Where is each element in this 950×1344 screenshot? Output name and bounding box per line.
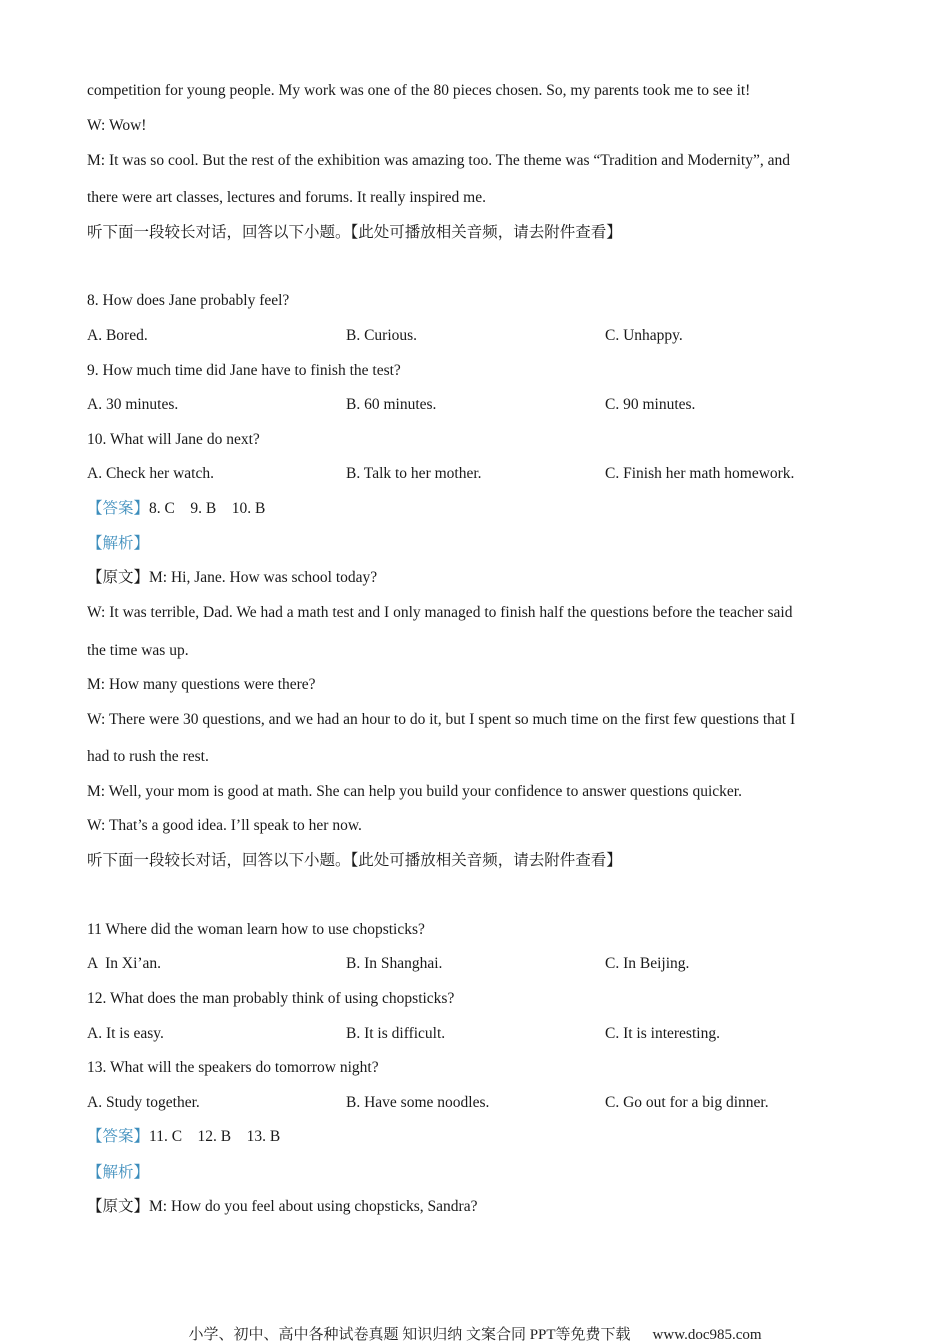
analysis-label: 【解析】 [87,535,150,552]
option-b: B. Curious. [346,327,418,344]
transcript-text: M: Hi, Jane. How was school today? [149,569,378,586]
answer-label: 【答案】 [87,1128,150,1145]
question-13: 13. What will the speakers do tomorrow night? [87,1059,379,1076]
option-b: B. Talk to her mother. [346,465,482,482]
option-c: C. Unhappy. [605,327,683,344]
transcript-label: 【原文】 [87,1198,150,1215]
transcript-line: W: There were 30 questions, and we had an hour to do it, but I spent so much time on the first few questions that I [87,711,796,728]
transcript-line: W: That’s a good idea. I’ll speak to her now. [87,817,362,834]
option-c: C. Finish her math homework. [605,465,795,482]
question-9: 9. How much time did Jane have to finish the test? [87,362,401,379]
transcript-line: had to rush the rest. [87,748,209,765]
option-c: C. 90 minutes. [605,396,696,413]
option-a: A. Check her watch. [87,465,214,482]
option-c: C. In Beijing. [605,955,690,972]
page-footer [0,1323,950,1344]
analysis-label: 【解析】 [87,1164,150,1181]
answer-line [87,499,265,519]
answer-text: 8. C 9. B 10. B [149,500,266,517]
question-10: 10. What will Jane do next? [87,431,260,448]
transcript-text: M: How do you feel about using chopsticks, Sandra? [149,1198,478,1215]
option-a: A. Study together. [87,1094,200,1111]
option-b: B. 60 minutes. [346,396,437,413]
transcript-line: M: Well, your mom is good at math. She can help you build your confidence to answer questions quicker. [87,783,742,800]
transcript-line: M: How many questions were there? [87,676,316,693]
option-a: A. Bored. [87,327,148,344]
passage-line: W: Wow! [87,117,147,134]
footer-text: 小学、初中、高中各种试卷真题 知识归纳 文案合同 PPT等免费下载 [188,1327,631,1343]
transcript-label: 【原文】 [87,569,150,586]
option-b: B. It is difficult. [346,1025,446,1042]
question-12: 12. What does the man probably think of using chopsticks? [87,990,455,1007]
answer-label: 【答案】 [87,500,150,517]
option-c: C. It is interesting. [605,1025,720,1042]
transcript-line [87,1197,477,1217]
listening-instruction: 听下面一段较长对话，回答以下小题。【此处可播放相关音频，请去附件查看】 [87,224,622,241]
option-c: C. Go out for a big dinner. [605,1094,769,1111]
option-b: B. Have some noodles. [346,1094,490,1111]
option-b: B. In Shanghai. [346,955,443,972]
passage-line: competition for young people. My work was one of the 80 pieces chosen. So, my parents took me to see it! [87,82,751,99]
answer-text: 11. C 12. B 13. B [149,1128,281,1145]
option-a: A In Xi’an. [87,955,162,972]
passage-line: M: It was so cool. But the rest of the exhibition was amazing too. The theme was “Tradition and Modernity”, and [87,152,790,169]
option-a: A. 30 minutes. [87,396,179,413]
option-a: A. It is easy. [87,1025,164,1042]
question-8: 8. How does Jane probably feel? [87,292,290,309]
transcript-line: W: It was terrible, Dad. We had a math test and I only managed to finish half the questions before the teacher said [87,604,793,621]
listening-instruction: 听下面一段较长对话，回答以下小题。【此处可播放相关音频，请去附件查看】 [87,852,622,869]
answer-line [87,1127,280,1147]
transcript-line: the time was up. [87,642,189,659]
passage-line: there were art classes, lectures and forums. It really inspired me. [87,189,486,206]
transcript-line [87,568,377,588]
footer-url[interactable]: www.doc985.com [652,1327,762,1343]
question-11: 11 Where did the woman learn how to use chopsticks? [87,921,425,938]
